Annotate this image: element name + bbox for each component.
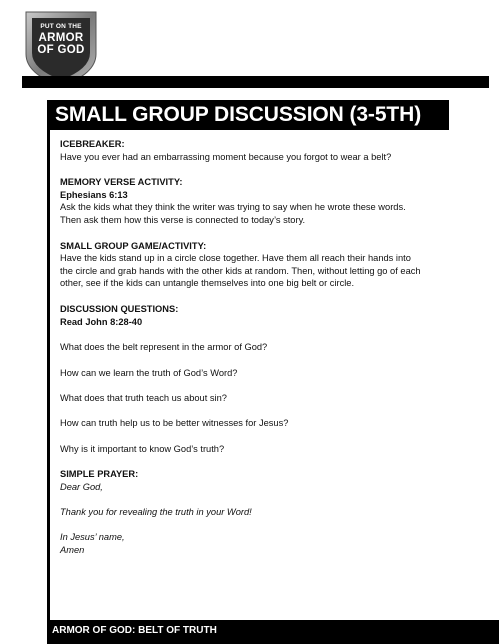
game-activity-text-line: Have the kids stand up in a circle close together. Have them all reach their hands into	[60, 253, 411, 264]
page-title: SMALL GROUP DISCUSSION (3-5TH)	[55, 103, 422, 126]
memory-verse-reference: Ephesians 6:13	[60, 189, 128, 200]
prayer-body: Thank you for revealing the truth in your Word!	[60, 506, 252, 517]
discussion-section	[60, 303, 480, 455]
discussion-question: What does the belt represent in the armor of God?	[60, 342, 268, 353]
icebreaker-heading: ICEBREAKER:	[60, 139, 125, 149]
prayer-heading: SIMPLE PRAYER:	[60, 469, 139, 480]
game-activity-text-line: other, see if the kids can untangle themselves into one big belt or circle.	[60, 278, 355, 289]
memory-verse-text-line: Ask the kids what they think the writer was trying to say when he wrote these words.	[60, 202, 406, 213]
game-activity-heading: SMALL GROUP GAME/ACTIVITY:	[60, 240, 207, 251]
logo-wordmark	[22, 24, 100, 57]
memory-verse-heading: MEMORY VERSE ACTIVITY:	[60, 177, 183, 188]
discussion-heading: DISCUSSION QUESTIONS:	[60, 303, 179, 314]
discussion-question: How can we learn the truth of God’s Word?	[60, 367, 238, 378]
logo-line-armor: ARMOR	[38, 31, 84, 44]
icebreaker-section	[60, 138, 480, 163]
worksheet-content	[60, 138, 480, 556]
prayer-greeting: Dear God,	[60, 481, 103, 492]
footer-bar	[47, 620, 499, 644]
prayer-amen: Amen	[60, 544, 85, 555]
prayer-closing: In Jesus’ name,	[60, 532, 125, 543]
logo-line-of-god: OF GOD	[37, 44, 85, 56]
icebreaker-text: Have you ever had an embarrassing moment because you forgot to wear a belt?	[60, 151, 392, 162]
discussion-question: What does that truth teach us about sin?	[60, 392, 227, 403]
game-activity-section	[60, 240, 480, 290]
memory-verse-section	[60, 176, 480, 226]
logo-line-put-on-the: PUT ON THE	[40, 23, 82, 30]
prayer-section	[60, 468, 480, 556]
title-banner	[47, 100, 449, 130]
discussion-reference: Read John 8:28-40	[60, 316, 143, 327]
left-margin-rule	[47, 100, 50, 644]
top-divider-bar	[22, 76, 489, 88]
footer-title: ARMOR OF GOD: BELT OF TRUTH	[52, 625, 217, 636]
discussion-question: How can truth help us to be better witnesses for Jesus?	[60, 418, 289, 429]
discussion-question: Why is it important to know God’s truth?	[60, 443, 225, 454]
game-activity-text-line: the circle and grab hands with the other kids at random. Then, without letting go of each	[60, 265, 421, 276]
memory-verse-text-line: Then ask them how this verse is connected to today’s story.	[60, 214, 306, 225]
